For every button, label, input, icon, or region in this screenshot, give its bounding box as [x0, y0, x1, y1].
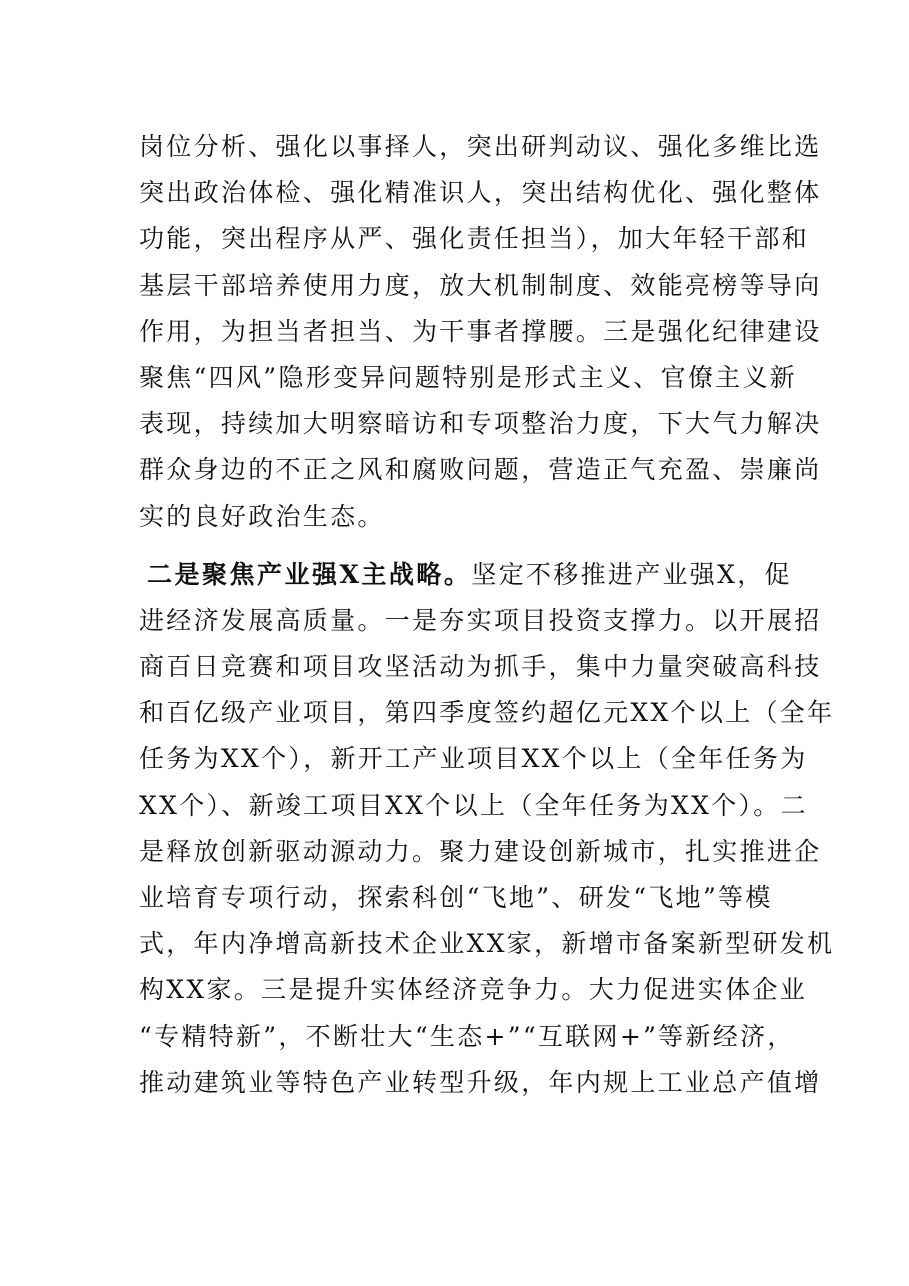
document-body — [139, 124, 835, 1106]
body-line-6: 聚焦“四风”隐形变异问题特别是形式主义、官僚主义新 — [139, 362, 798, 392]
section-2-heading: 二是聚焦产业强X主战略。 — [147, 559, 472, 589]
body-line-3: 功能，突出程序从严、强化责任担当），加大年轻干部和 — [139, 224, 810, 254]
body-line-9: 实的良好政治生态。 — [139, 501, 385, 531]
body-line-7: 表现，持续加大明察暗访和专项整治力度，下大气力解决 — [139, 409, 822, 439]
body-line-1: 岗位分析、强化以事择人，突出研判动议、强化多维比选 — [139, 132, 822, 161]
section-2-line-1: 进经济发展高质量。一是夯实项目投资支撑力。以开展招 — [139, 605, 822, 635]
section-2-line-7: 业培育专项行动，探索科创“飞地”、研发“飞地”等模 — [139, 883, 773, 912]
section-2-line-8: 式，年内净增高新技术企业XX家，新增市备案新型研发机 — [139, 929, 835, 959]
section-2-line-4: 任务为XX个），新开工产业项目XX个以上（全年任务为 — [139, 744, 808, 774]
section-2-first-line — [139, 552, 792, 598]
body-line-2: 突出政治体检、强化精准识人，突出结构优化、强化整体 — [139, 178, 822, 208]
section-2-line-6: 是释放创新驱动源动力。聚力建设创新城市，扎实推进企 — [139, 836, 822, 866]
section-2-line-2: 商百日竞赛和项目攻坚活动为抓手，集中力量突破高科技 — [139, 652, 822, 682]
section-2-line-11: 推动建筑业等特色产业转型升级，年内规上工业总产值增 — [139, 1067, 822, 1097]
section-2-line-3: 和百亿级产业项目，第四季度签约超亿元XX个以上（全年 — [139, 698, 835, 728]
section-2-first-line-rest: 坚定不移推进产业强X，促 — [471, 559, 792, 589]
section-2-line-5: XX个）、新竣工项目XX个以上（全年任务为XX个）。二 — [139, 790, 808, 820]
section-2-line-9: 构XX家。三是提升实体经济竞争力。大力促进实体企业 — [139, 975, 808, 1005]
section-2-line-10: “专精特新”，不断壮大“生态+”“互联网+”等新经济， — [139, 1021, 795, 1051]
body-line-8: 群众身边的不正之风和腐败问题，营造正气充盈、崇廉尚 — [139, 455, 822, 485]
body-line-5: 作用，为担当者担当、为干事者撑腰。三是强化纪律建设 — [139, 316, 822, 346]
body-line-4: 基层干部培养使用力度，放大机制制度、效能亮榜等导向 — [139, 270, 822, 300]
